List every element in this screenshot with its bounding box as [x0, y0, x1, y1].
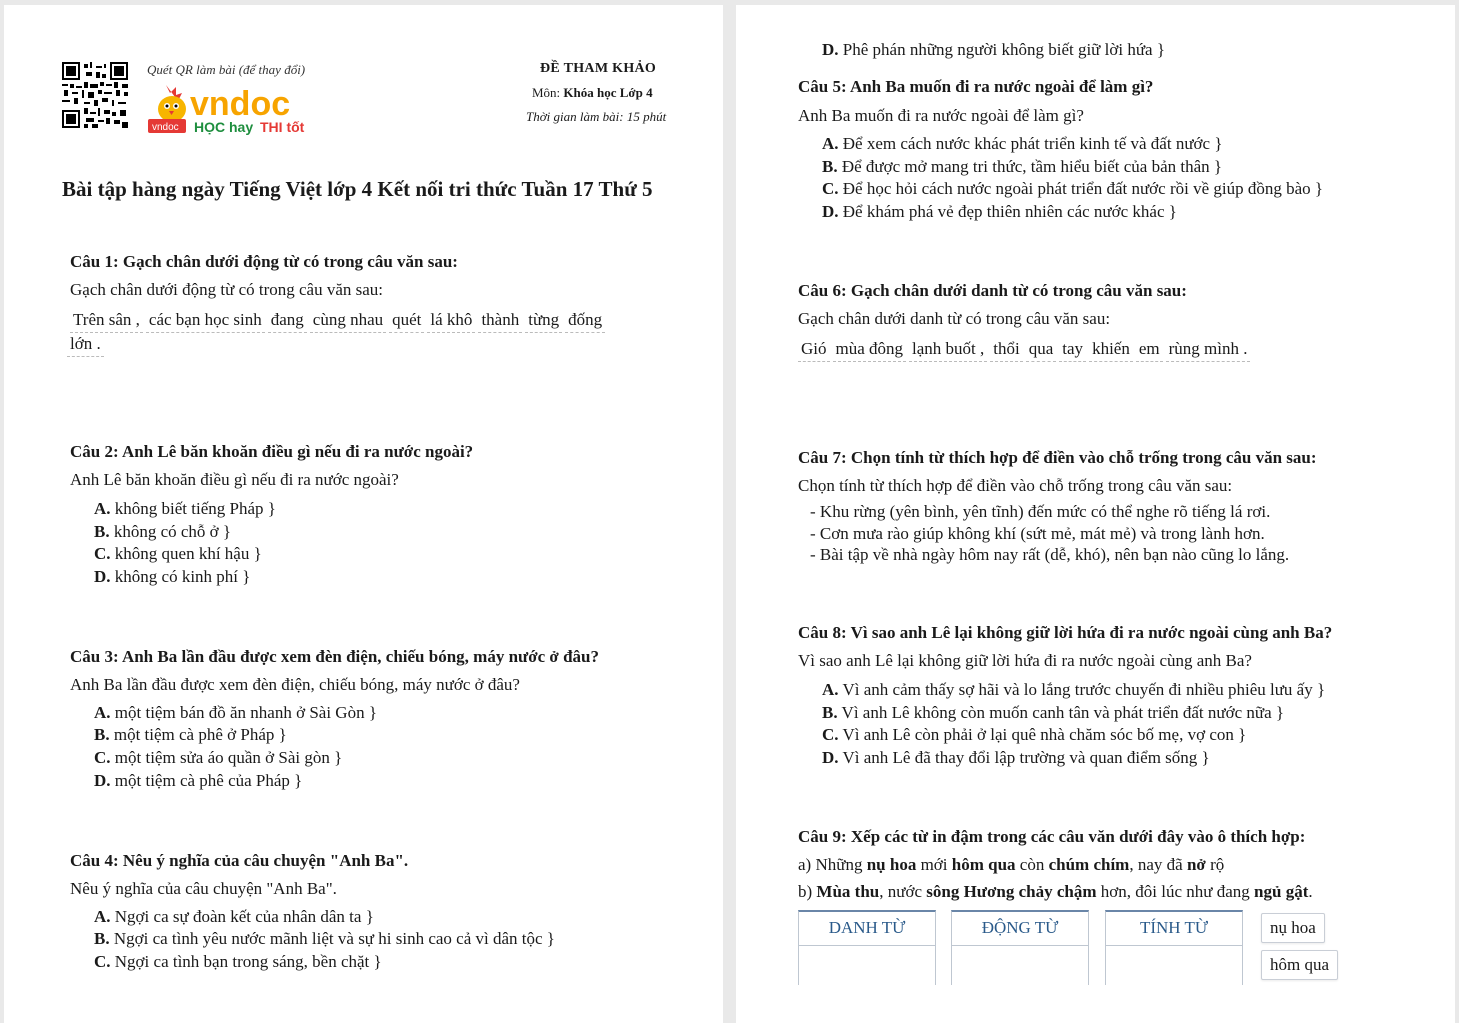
q8-text: Vì sao anh Lê lại không giữ lời hứa đi ra nước ngoài cùng anh Ba?	[798, 651, 1252, 670]
q1-text: Gạch chân dưới động từ có trong câu văn sau:	[70, 280, 384, 299]
q4-option-b[interactable]: B. Ngợi ca tình yêu nước mãnh liệt và sự hi sinh cao cả vì dân tộc }	[94, 929, 555, 948]
word-option[interactable]: quét	[389, 310, 424, 333]
word-option[interactable]: cùng nhau	[310, 310, 386, 333]
exam-title: ĐỀ THAM KHẢO	[540, 61, 657, 76]
logo-tag: vndoc	[152, 122, 179, 133]
slogan-part2: THI tốt	[260, 119, 305, 135]
verb-drop-zone[interactable]	[951, 945, 1089, 985]
q8-option-a[interactable]: A. Vì anh cảm thấy sợ hãi và lo lắng trước chuyến đi nhiều phiêu lưu ấy }	[822, 680, 1326, 699]
q9-sentence-a: a) Những nụ hoa mới hôm qua còn chúm chím, nay đã nở rộ	[798, 855, 1225, 874]
word-option[interactable]: Trên sân ,	[70, 310, 143, 333]
q5-option-b[interactable]: B. Để được mở mang tri thức, tầm hiểu biết của bản thân }	[822, 157, 1223, 176]
q2-option-c[interactable]: C. không quen khí hậu }	[94, 544, 262, 563]
page-title: Bài tập hàng ngày Tiếng Việt lớp 4 Kết nối tri thức Tuần 17 Thứ 5	[62, 177, 653, 201]
adjective-drop-zone[interactable]	[1105, 945, 1243, 985]
word-option[interactable]: mùa đông	[833, 339, 907, 362]
q7-line2[interactable]: - Cơn mưa rào giúp không khí (sứt mẻ, mát mẻ) và trong lành hơn.	[810, 524, 1265, 543]
q2-text: Anh Lê băn khoăn điều gì nếu đi ra nước ngoài?	[70, 470, 399, 489]
word-option[interactable]: rùng mình .	[1166, 339, 1251, 362]
q1-words-line1	[70, 310, 608, 333]
q8-title: Câu 8: Vì sao anh Lê lại không giữ lời hứa đi ra nước ngoài cùng anh Ba?	[798, 623, 1333, 642]
q4-option-a[interactable]: A. Ngợi ca sự đoàn kết của nhân dân ta }	[94, 907, 374, 926]
word-option[interactable]: từng	[525, 310, 562, 333]
word-option[interactable]: qua	[1026, 339, 1057, 362]
q3-option-b[interactable]: B. một tiệm cà phê ở Pháp }	[94, 725, 287, 744]
q5-option-d[interactable]: D. Để khám phá vẻ đẹp thiên nhiên các nước khác }	[822, 202, 1177, 221]
q8-option-c[interactable]: C. Vì anh Lê còn phải ở lại quê nhà chăm sóc bố mẹ, vợ con }	[822, 725, 1247, 744]
word-chip[interactable]: nụ hoa	[1261, 913, 1325, 943]
q5-title: Câu 5: Anh Ba muốn đi ra nước ngoài để làm gì?	[798, 77, 1154, 96]
q2-option-b[interactable]: B. không có chỗ ở }	[94, 522, 232, 541]
category-verb-header: ĐỘNG TỪ	[951, 910, 1089, 946]
q4-title: Câu 4: Nêu ý nghĩa của câu chuyện "Anh Ba".	[70, 851, 409, 870]
q1-words-line2	[67, 334, 107, 357]
left-page	[4, 5, 723, 1023]
q6-text: Gạch chân dưới danh từ có trong câu văn sau:	[798, 309, 1111, 328]
q8-option-b[interactable]: B. Vì anh Lê không còn muốn canh tân và phát triển đất nước nữa }	[822, 703, 1285, 722]
q7-text: Chọn tính từ thích hợp để điền vào chỗ trống trong câu văn sau:	[798, 476, 1233, 495]
word-option[interactable]: lớn .	[67, 334, 104, 357]
category-adjective-header: TÍNH TỪ	[1105, 910, 1243, 946]
logo-text: vndoc	[190, 85, 291, 123]
q3-option-c[interactable]: C. một tiệm sửa áo quần ở Sài gòn }	[94, 748, 343, 767]
word-option[interactable]: thổi	[990, 339, 1022, 362]
word-option[interactable]: em	[1136, 339, 1163, 362]
exam-subject	[532, 85, 653, 101]
q7-line1[interactable]: - Khu rừng (yên bình, yên tĩnh) đến mức có thể nghe rõ tiếng lá rơi.	[810, 502, 1271, 521]
q3-option-d[interactable]: D. một tiệm cà phê của Pháp }	[94, 771, 303, 790]
q5-option-c[interactable]: C. Để học hỏi cách nước ngoài phát triển đất nước rồi về giúp đồng bào }	[822, 179, 1324, 198]
q3-title: Câu 3: Anh Ba lần đầu được xem đèn điện, chiếu bóng, máy nước ở đâu?	[70, 647, 600, 666]
q2-option-a[interactable]: A. không biết tiếng Pháp }	[94, 499, 276, 518]
q6-title: Câu 6: Gạch chân dưới danh từ có trong câu văn sau:	[798, 281, 1187, 300]
word-option[interactable]: lá khô	[427, 310, 475, 333]
mascot-icon	[158, 85, 186, 122]
noun-drop-zone[interactable]	[798, 945, 936, 985]
word-option[interactable]: đống	[565, 310, 605, 333]
q4-text: Nêu ý nghĩa của câu chuyện "Anh Ba".	[70, 879, 337, 898]
vndoc-logo[interactable]	[146, 81, 321, 137]
q4-option-c[interactable]: C. Ngợi ca tình bạn trong sáng, bền chặt }	[94, 952, 382, 971]
q3-option-a[interactable]: A. một tiệm bán đồ ăn nhanh ở Sài Gòn }	[94, 703, 377, 722]
q7-line3[interactable]: - Bài tập về nhà ngày hôm nay rất (dễ, khó), nên bạn nào cũng lo lắng.	[810, 545, 1290, 564]
word-option[interactable]: đang	[268, 310, 307, 333]
word-option[interactable]: Gió	[798, 339, 830, 362]
subject-prefix: Môn:	[532, 85, 564, 100]
q9-title: Câu 9: Xếp các từ in đậm trong các câu văn dưới đây vào ô thích hợp:	[798, 827, 1306, 846]
slogan-part1: HỌC hay	[194, 119, 254, 135]
q6-words	[798, 339, 1253, 362]
right-page	[736, 5, 1455, 1023]
q2-option-d[interactable]: D. không có kinh phí }	[94, 567, 251, 586]
word-chip[interactable]: hôm qua	[1261, 950, 1338, 980]
subject-value: Khóa học Lớp 4	[563, 85, 653, 100]
word-option[interactable]: các bạn học sinh	[146, 310, 265, 333]
word-option[interactable]: tay	[1059, 339, 1086, 362]
q7-title: Câu 7: Chọn tính từ thích hợp để điền vào chỗ trống trong câu văn sau:	[798, 448, 1317, 467]
q9-sentence-b: b) Mùa thu, nước sông Hương chảy chậm hơn, đôi lúc như đang ngủ gật.	[798, 882, 1313, 901]
qr-code-icon[interactable]	[62, 62, 128, 128]
word-option[interactable]: lạnh buốt ,	[909, 339, 987, 362]
category-noun-header: DANH TỪ	[798, 910, 936, 946]
word-option[interactable]: thành	[478, 310, 522, 333]
q1-title: Câu 1: Gạch chân dưới động từ có trong câu văn sau:	[70, 252, 458, 271]
q2-title: Câu 2: Anh Lê băn khoăn điều gì nếu đi ra nước ngoài?	[70, 442, 474, 461]
q8-option-d[interactable]: D. Vì anh Lê đã thay đổi lập trường và quan điểm sống }	[822, 748, 1210, 767]
word-option[interactable]: khiến	[1089, 339, 1133, 362]
q5-text: Anh Ba muốn đi ra nước ngoài để làm gì?	[798, 106, 1084, 125]
q5-option-a[interactable]: A. Để xem cách nước khác phát triển kinh tế và đất nước }	[822, 134, 1223, 153]
qr-caption: Quét QR làm bài (để thay đổi)	[147, 62, 306, 77]
q3-text: Anh Ba lần đầu được xem đèn điện, chiếu bóng, máy nước ở đâu?	[70, 675, 520, 694]
exam-time: Thời gian làm bài: 15 phút	[526, 109, 667, 124]
q4-option-d[interactable]: D. Phê phán những người không biết giữ lời hứa }	[822, 40, 1166, 59]
